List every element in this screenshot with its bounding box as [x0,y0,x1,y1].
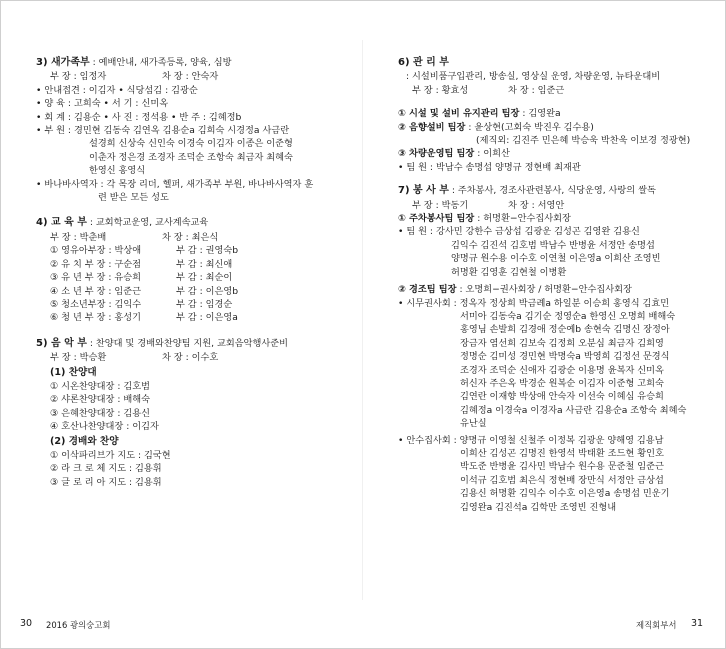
member-row: 김영완a 김진석a 김학만 조영빈 진형내 [460,501,617,513]
section-desc: : 시설비품구입관리, 방송실, 영상실 운영, 차량운영, 뉴타운대비 [406,71,661,83]
section-teams [398,107,698,174]
head-label: 부 장 : 박춘배 [50,231,107,243]
member-row: 유난실 [460,418,487,430]
member-row: 박도준 반병윤 김사민 박남수 원수용 문준철 임준근 [460,461,664,473]
list-item: ④ 소 년 부 장 : 임준근 부 감 : 이은영b [50,285,239,297]
head-label: 부 장 : 박승환 [50,352,107,364]
list-item: ② 라 크 로 체 지도 : 김용휘 [50,463,162,475]
list-item: ② 유 치 부 장 : 구순점 부 감 : 최신애 [50,258,233,270]
member-row: 이석규 김호범 최은식 정현배 장만식 서정안 금상섭 [460,474,664,486]
section-title: 5) 음 악 부 [36,337,87,349]
list-item: ③ 글 로 리 아 지도 : 김용휘 [50,476,162,488]
member-row: 김혜정a 이경숙a 이경자a 사금란 김용순a 조항숙 최혜숙 [460,404,687,416]
list-item: ④ 호산나찬양대장 : 이김자 [50,421,159,433]
role-row: • 회 계 : 김용순 • 사 진 : 정석용 • 반 주 : 김혜정b [36,111,242,123]
team-note: (제직외: 김진주 민은혜 박승욱 박찬욱 이보경 정광현) [476,135,691,147]
member-row: 서미아 김동숙a 김기순 정영순a 한영신 오명희 배해숙 [460,310,676,322]
role-row: • 부 원 : 경민현 김동숙 김연옥 김용순a 김희숙 시경정a 사금란 [36,125,290,137]
head-label: 부 장 : 박동기 [412,199,469,211]
right-column [398,56,698,514]
team-lead: ① 주차봉사팀 팀장 : 허명환−안수집사회장 [398,213,571,225]
section-desc: : 예배안내, 새가족등록, 양육, 심방 [89,57,232,68]
member-row: 양명규 원수용 이수호 이연철 이은영a 이희산 조영빈 [451,253,661,265]
member-row: • 팀 원 : 강사민 강한수 금상섭 김광운 김성곤 김영완 김용신 [398,226,640,238]
list-item: ① 시온찬양대장 : 김호범 [50,380,150,392]
vice-label: 차 장 : 이수호 [162,352,219,364]
head-label: 부 장 : 황효성 [412,84,469,96]
member-row: 이희산 김성곤 김명진 한영석 박태환 조드현 황인호 [460,447,664,459]
list-item: ⑥ 청 년 부 장 : 홍성기 부 감 : 이은영a [50,312,238,324]
note-line: 련 받은 모든 성도 [98,192,169,204]
member-row: 설경희 신상숙 신인숙 이경숙 이김자 이종은 이준형 [89,138,293,150]
member-row: 허명환 김영훈 김현철 이병환 [451,266,567,278]
member-row: 장금자 염선희 김보숙 김정희 오분심 최금자 김희영 [460,337,664,349]
team-lead: ③ 차량운영팀 팀장 : 이희산 [398,148,510,160]
member-row: 한영신 홍영식 [89,165,146,177]
member-row: 허신자 주은옥 박경순 원복순 이김자 이준형 고희숙 [460,377,664,389]
section-title: 6) 관 리 부 [398,57,449,68]
section-music [36,337,358,489]
right-page-number: 31 [691,618,704,629]
member-row: • 팀 원 : 박남수 송명섭 양명규 정현배 최재관 [398,161,581,173]
left-page-title: 2016 광의숭고회 [46,620,111,630]
section-desc: : 주차봉사, 경조사관련봉사, 식당운영, 사랑의 쌀독 [448,185,656,197]
member-row: 이춘자 정은경 조경자 조덕순 조항숙 최금자 최혜숙 [89,151,293,163]
section-education [36,216,358,324]
left-page-number: 30 [20,618,33,629]
list-item: ① 영유아부장 : 박상애 부 감 : 권영숙b [50,245,239,257]
team-lead: ① 시설 및 설비 유지관리 팀장 : 김영완a [398,108,561,120]
list-item: ① 이삭파리브가 지도 : 김국현 [50,449,171,461]
vice-label: 차 장 : 임준근 [508,84,565,96]
member-row: 홍영님 손발희 김경애 정순예b 송현숙 김명신 장정아 [460,324,670,336]
note-line: • 바나바사역자 : 각 목장 리더, 헬퍼, 새가족부 부원, 바나바사역자 훈 [36,178,314,190]
list-item: ⑤ 청소년부장 : 김익수 부 감 : 임경순 [50,298,233,310]
section-title: 4) 교 육 부 [36,217,87,229]
head-label: 부 장 : 임정자 [50,71,107,83]
role-row: • 안내접견 : 이김자 • 식당섬김 : 김광순 [36,84,198,96]
member-row: 김용신 허명환 김익수 이수호 이은영a 송명섭 민운기 [460,488,670,500]
role-row: • 양 육 : 고희숙 • 서 기 : 신미옥 [36,98,169,110]
member-row: • 안수집사회 : 양명규 이영철 신철주 이정복 김광운 양해영 김용남 [398,434,664,446]
vice-label: 차 장 : 서영안 [508,199,565,211]
subsection-title: (2) 경배와 찬양 [50,435,119,447]
member-row: 조경자 조덕순 신애자 김광순 이용명 윤복자 신미옥 [460,364,664,376]
section-management [398,56,698,97]
section-desc: : 교회학교운영, 교사계속교육 [86,217,209,229]
section-new-family [36,56,358,204]
left-column [36,56,358,501]
member-row: • 시무권사회 : 정옥자 정상희 박금례a 하일분 이승희 홍영식 김효민 [398,297,670,309]
subsection-title: (1) 찬양대 [50,366,97,378]
vice-label: 차 장 : 안숙자 [162,71,219,83]
list-item: ③ 유 년 부 장 : 유승희 부 감 : 최순이 [50,272,233,284]
page-fold [362,40,363,600]
vice-label: 차 장 : 최은식 [162,231,219,243]
team-lead: ② 경조팀 팀장 : 오명희−권사회장 / 허명환−안수집사회장 [398,284,632,296]
section-title: 3) 새가족부 [36,57,90,68]
section-title: 7) 봉 사 부 [398,185,449,197]
list-item: ③ 은혜찬양대장 : 김용신 [50,407,150,419]
member-row: 김익수 김진석 김호범 박남수 반병윤 서정안 송명섭 [451,239,655,251]
team-lead: ② 음향설비 팀장 : 윤상현(고회숙 박진우 김수용) [398,121,594,133]
section-desc: : 찬양대 및 경배와찬양팀 지원, 교회음악행사준비 [86,337,288,349]
member-row: 김연란 이재향 박상애 안숙자 이선숙 이혜심 유승희 [460,391,664,403]
section-service [398,184,698,514]
list-item: ② 샤론찬양대장 : 배해숙 [50,394,150,406]
right-page-title: 제직회부서 [636,620,677,630]
member-row: 정명순 김미성 경민현 박명숙a 박영희 김정선 문경식 [460,351,670,363]
